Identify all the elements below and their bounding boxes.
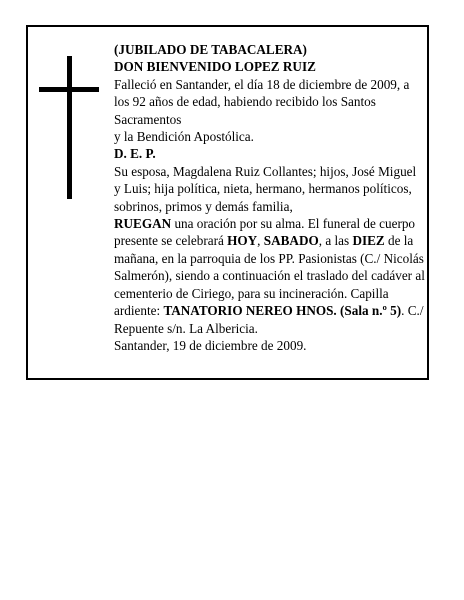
obituary-notice	[26, 25, 429, 380]
cross-icon	[39, 56, 99, 199]
request-text-2: , a las	[318, 233, 353, 249]
family-list: Su esposa, Magdalena Ruiz Collantes; hijos, José Miguel y Luis; hija política, nieta, hermano, hermanos políticos, sobrinos, primos y demás familia,	[114, 163, 417, 214]
blessing-line: y la Bendición Apostólica.	[114, 129, 254, 145]
closing-date: Santander, 19 de diciembre de 2009.	[114, 337, 307, 353]
request-text-4: . C./ Repuente s/n. La Albericia.	[114, 303, 424, 336]
obituary-text	[114, 41, 426, 354]
ruegan-word: RUEGAN	[114, 216, 172, 232]
rip-line: D. E. P.	[114, 146, 156, 162]
cross-vertical-bar	[67, 56, 72, 199]
occupation-line: (JUBILADO DE TABACALERA)	[114, 42, 307, 57]
diez-word: DIEZ	[352, 233, 385, 249]
tanatorio-name: TANATORIO NEREO HNOS. (Sala n.º 5)	[163, 303, 402, 319]
request-text-3: de la mañana, en la parroquia de los PP. Pasionistas (C./ Nicolás Salmerón), siendo a continuación el traslado del cadáver al cementerio de Ciriego, para su incineración. Capilla ardiente:	[114, 233, 425, 319]
deceased-name: DON BIENVENIDO LOPEZ RUIZ	[114, 59, 316, 75]
funeral-request	[114, 215, 426, 337]
death-details: Falleció en Santander, el día 18 de diciembre de 2009, a los 92 años de edad, habiendo recibido los Santos Sacramentos	[114, 76, 410, 127]
sabado-word: SABADO	[263, 233, 319, 249]
hoy-word: HOY	[227, 233, 258, 249]
request-comma: ,	[257, 233, 264, 249]
cross-horizontal-bar	[39, 87, 99, 92]
request-text-1: una oración por su alma. El funeral de cuerpo presente se celebrará	[114, 216, 416, 249]
